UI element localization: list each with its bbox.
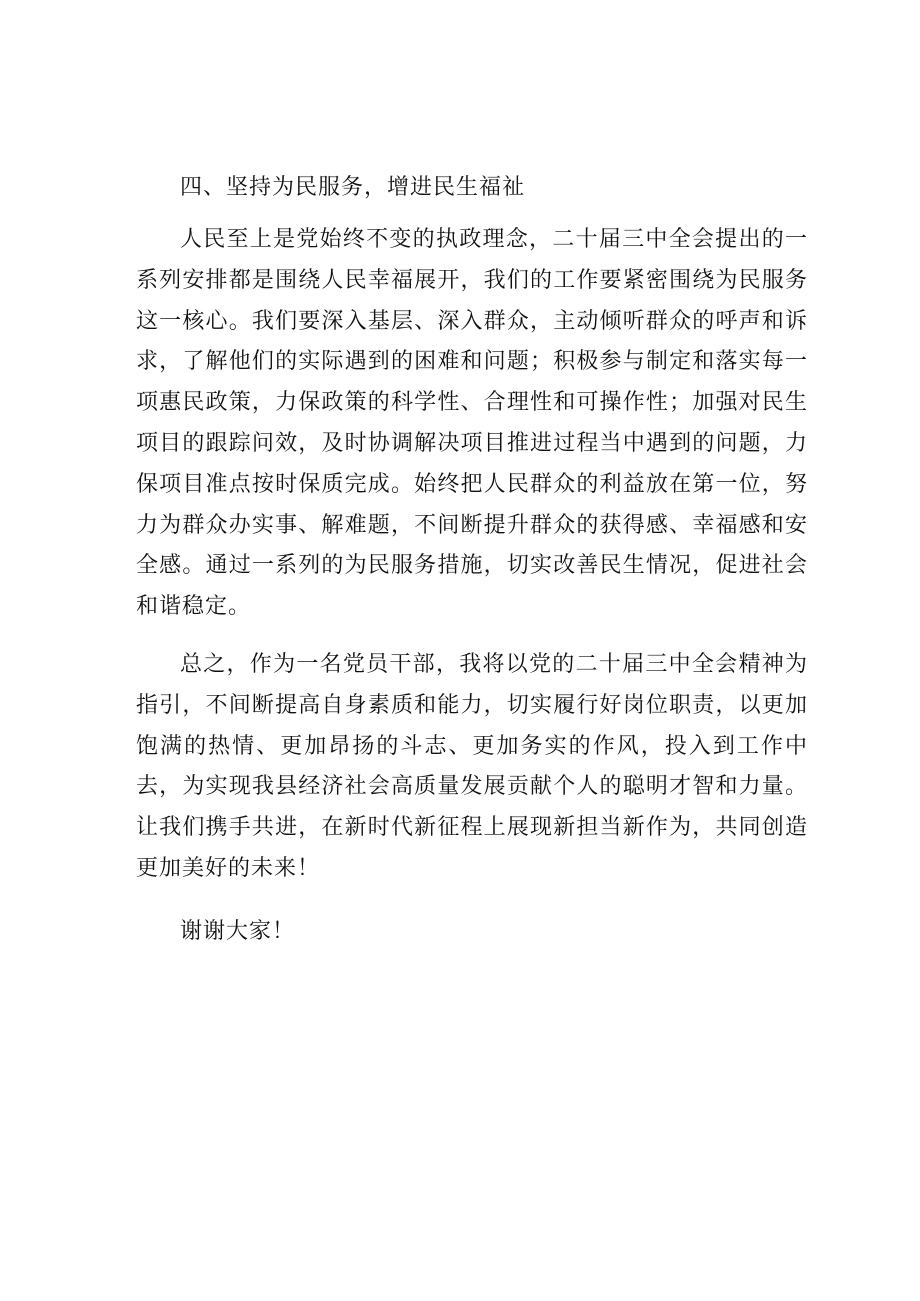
- body-paragraph-2: 总之，作为一名党员干部，我将以党的二十届三中全会精神为指引，不间断提高自身素质和能力，切实履行好岗位职责，以更加饱满的热情、更加昂扬的斗志、更加务实的作风，投入到工作中去，为实现我县经济社会高质量发展贡献个人的聪明才智和力量。让我们携手共进，在新时代新征程上展现新担当新作为，共同创造更加美好的未来！: [136, 652, 808, 881]
- section-heading: 四、坚持为民服务，增进民生福祉: [180, 175, 526, 200]
- body-paragraph-1: 人民至上是党始终不变的执政理念，二十届三中全会提出的一系列安排都是围绕人民幸福展开，我们的工作要紧密围绕为民服务这一核心。我们要深入基层、深入群众，主动倾听群众的呼声和诉求，了解他们的实际遇到的困难和问题；积极参与制定和落实每一项惠民政策，力保政策的科学性、合理性和可操作性；加强对民生项目的跟踪问效，及时协调解决项目推进过程当中遇到的问题，力保项目准点按时保质完成。始终把人民群众的利益放在第一位，努力为群众办实事、解难题，不间断提升群众的获得感、幸福感和安全感。通过一系列的为民服务措施，切实改善民生情况，促进社会和谐稳定。: [136, 227, 808, 620]
- closing-line: 谢谢大家！: [180, 919, 296, 944]
